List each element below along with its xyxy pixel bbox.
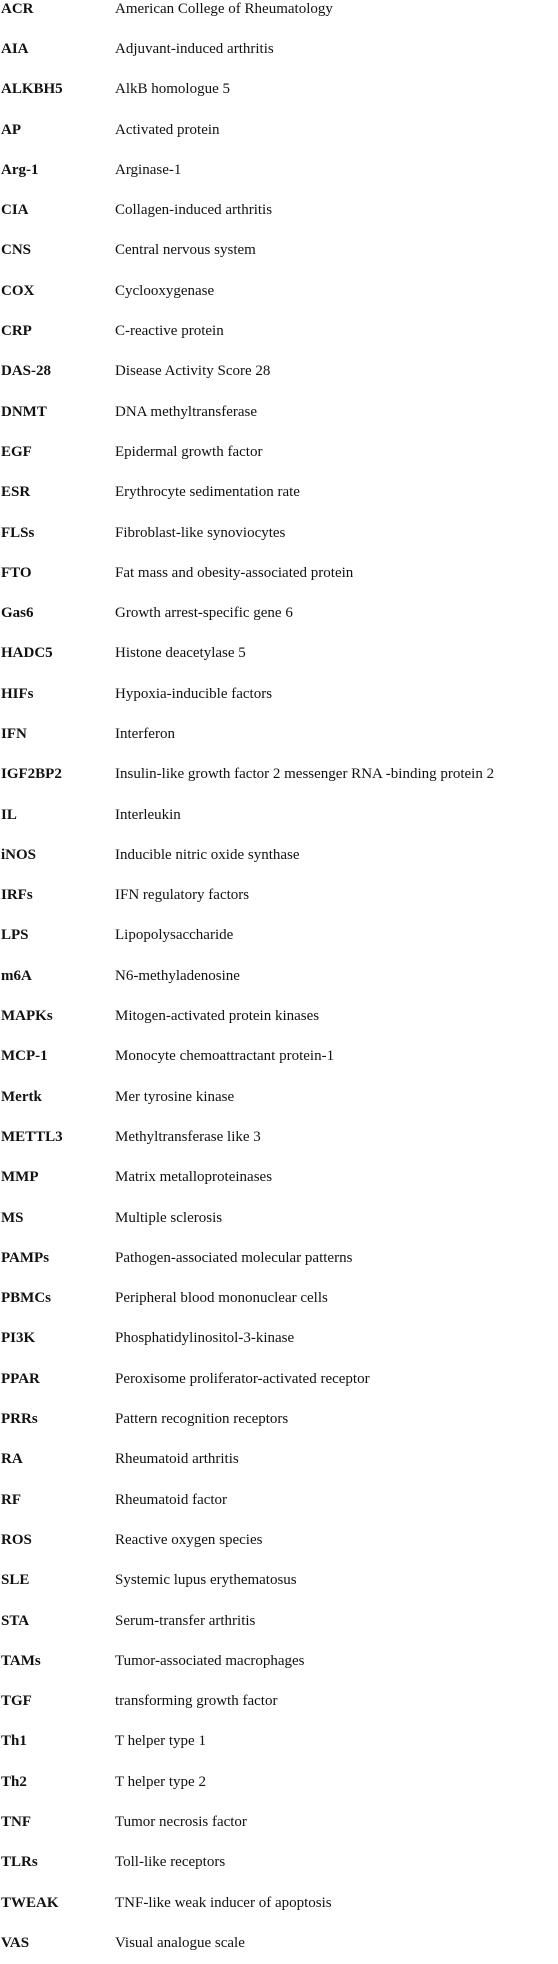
abbreviation-definition: Histone deacetylase 5	[115, 645, 246, 662]
abbreviation-row	[0, 876, 558, 916]
abbreviation-row	[0, 190, 558, 230]
abbreviation-row	[0, 1762, 558, 1802]
abbreviation-term: TNF	[1, 1814, 31, 1830]
abbreviation-definition: T helper type 1	[115, 1733, 206, 1750]
abbreviation-term: IGF2BP2	[1, 766, 62, 783]
abbreviation-term: LPS	[1, 927, 29, 944]
abbreviation-definition: Disease Activity Score 28	[115, 363, 271, 380]
abbreviation-term: RF	[1, 1491, 21, 1508]
abbreviation-definition: T helper type 2	[115, 1773, 206, 1790]
abbreviation-row	[0, 150, 558, 190]
abbreviation-definition: Hypoxia-inducible factors	[115, 685, 273, 702]
abbreviation-row	[0, 271, 558, 311]
abbreviation-row	[0, 634, 558, 674]
abbreviation-definition: Rheumatoid arthritis	[115, 1451, 239, 1468]
abbreviation-definition: Growth arrest-specific gene 6	[115, 605, 293, 622]
abbreviation-term: PRRs	[1, 1411, 38, 1428]
abbreviation-definition: Systemic lupus erythematosus	[115, 1572, 297, 1589]
abbreviation-term: Gas6	[1, 605, 34, 622]
abbreviation-definition: Phosphatidylinositol-3-kinase	[115, 1330, 295, 1347]
abbreviation-term: HADC5	[1, 645, 53, 662]
abbreviation-row	[0, 110, 558, 150]
abbreviation-term: AIA	[1, 40, 29, 57]
abbreviation-definition: TNF-like weak inducer of apoptosis	[115, 1894, 332, 1911]
abbreviation-row	[0, 1641, 558, 1681]
abbreviation-row	[0, 29, 558, 69]
abbreviation-row	[0, 1037, 558, 1077]
abbreviation-definition: Tumor necrosis factor	[115, 1814, 247, 1830]
abbreviation-row	[0, 1681, 558, 1721]
abbreviation-term: Arg-1	[1, 161, 39, 178]
abbreviation-definition: Cyclooxygenase	[115, 282, 215, 299]
abbreviation-term: TWEAK	[1, 1894, 59, 1911]
abbreviation-term: IL	[1, 806, 17, 823]
abbreviation-definition: Adjuvant-induced arthritis	[115, 40, 274, 57]
abbreviation-definition: Peripheral blood mononuclear cells	[115, 1290, 328, 1307]
abbreviation-definition: Rheumatoid factor	[115, 1491, 228, 1508]
abbreviation-definition: Mer tyrosine kinase	[115, 1088, 235, 1105]
abbreviation-term: TGF	[1, 1693, 32, 1710]
abbreviation-term: m6A	[1, 967, 32, 984]
abbreviation-definition: IFN regulatory factors	[115, 887, 250, 904]
abbreviation-definition: N6-methyladenosine	[115, 967, 240, 984]
abbreviation-term: ACR	[1, 0, 34, 17]
abbreviation-term: PPAR	[1, 1370, 40, 1387]
abbreviation-row	[0, 1319, 558, 1359]
abbreviation-row	[0, 1198, 558, 1238]
abbreviation-row	[0, 70, 558, 110]
abbreviation-row	[0, 1520, 558, 1560]
abbreviation-term: iNOS	[1, 846, 37, 863]
abbreviation-row	[0, 1883, 558, 1923]
abbreviation-definition: Methyltransferase like 3	[115, 1128, 261, 1145]
abbreviation-definition: Epidermal growth factor	[115, 443, 263, 460]
abbreviation-row	[0, 1158, 558, 1198]
abbreviation-row	[0, 311, 558, 351]
abbreviation-term: METTL3	[1, 1128, 63, 1145]
abbreviation-row	[0, 1238, 558, 1278]
abbreviation-definition: Mitogen-activated protein kinases	[115, 1008, 320, 1025]
abbreviation-row	[0, 1279, 558, 1319]
abbreviation-row	[0, 1480, 558, 1520]
abbreviation-term: STA	[1, 1612, 30, 1629]
abbreviation-definition: Lipopolysaccharide	[115, 927, 234, 944]
abbreviation-row	[0, 835, 558, 875]
abbreviation-term: PBMCs	[1, 1290, 51, 1307]
abbreviation-definition: Multiple sclerosis	[115, 1209, 223, 1226]
abbreviation-definition: Inducible nitric oxide synthase	[115, 846, 300, 863]
abbreviation-row	[0, 1399, 558, 1439]
abbreviation-term: MCP-1	[1, 1048, 48, 1065]
abbreviation-row	[0, 593, 558, 633]
abbreviation-definition: Fibroblast-like synoviocytes	[115, 524, 286, 541]
abbreviation-term: CNS	[1, 242, 32, 259]
abbreviation-definition: Erythrocyte sedimentation rate	[115, 484, 300, 501]
abbreviation-definition: transforming growth factor	[115, 1693, 278, 1710]
abbreviation-definition: Peroxisome proliferator-activated receptor	[115, 1370, 370, 1387]
abbreviation-term: EGF	[1, 443, 32, 460]
abbreviation-term: IRFs	[1, 887, 33, 904]
abbreviation-row	[0, 795, 558, 835]
abbreviation-row	[0, 0, 558, 29]
abbreviation-row	[0, 1843, 558, 1883]
abbreviation-row	[0, 996, 558, 1036]
abbreviation-definition: Matrix metalloproteinases	[115, 1169, 273, 1186]
abbreviation-term: PAMPs	[1, 1249, 50, 1266]
abbreviation-term: SLE	[1, 1572, 30, 1589]
abbreviation-definition: Reactive oxygen species	[115, 1531, 263, 1548]
abbreviation-definition: Pattern recognition receptors	[115, 1411, 289, 1428]
abbreviation-row	[0, 352, 558, 392]
abbreviation-row	[0, 674, 558, 714]
abbreviation-term: MAPKs	[1, 1008, 53, 1025]
abbreviation-definition: C-reactive protein	[115, 323, 224, 340]
abbreviation-term: Th1	[1, 1733, 27, 1750]
abbreviation-definition: Fat mass and obesity-associated protein	[115, 564, 354, 581]
abbreviation-term: HIFs	[1, 685, 34, 702]
abbreviation-row	[0, 1601, 558, 1641]
abbreviation-term: DNMT	[1, 403, 47, 420]
abbreviation-term: CIA	[1, 202, 29, 219]
abbreviation-term: ROS	[1, 1531, 32, 1548]
abbreviation-row	[0, 473, 558, 513]
abbreviation-term: AP	[1, 121, 21, 138]
abbreviation-row	[0, 956, 558, 996]
abbreviation-term: ESR	[1, 484, 31, 501]
abbreviation-term: Mertk	[1, 1088, 42, 1105]
abbreviation-term: COX	[1, 282, 35, 299]
abbreviation-row	[0, 392, 558, 432]
abbreviation-definition: Interleukin	[115, 806, 181, 823]
abbreviation-definition: Central nervous system	[115, 242, 256, 259]
abbreviation-row	[0, 513, 558, 553]
abbreviation-row	[0, 1440, 558, 1480]
abbreviation-definition: Monocyte chemoattractant protein-1	[115, 1048, 335, 1065]
abbreviation-term: TLRs	[1, 1854, 38, 1871]
abbreviation-definition: Tumor-associated macrophages	[115, 1652, 305, 1669]
abbreviation-definition: AlkB homologue 5	[115, 81, 230, 98]
abbreviation-row	[0, 553, 558, 593]
abbreviation-row	[0, 755, 558, 795]
abbreviation-term: MMP	[1, 1169, 39, 1186]
abbreviation-term: PI3K	[1, 1330, 36, 1347]
abbreviation-term: TAMs	[1, 1652, 41, 1669]
abbreviation-row	[0, 1077, 558, 1117]
abbreviation-row	[0, 1722, 558, 1762]
abbreviation-row	[0, 231, 558, 271]
abbreviation-term: IFN	[1, 725, 27, 742]
abbreviation-term: FLSs	[1, 524, 35, 541]
abbreviation-row	[0, 714, 558, 754]
abbreviation-term: Th2	[1, 1773, 27, 1790]
abbreviation-definition: Arginase-1	[115, 161, 182, 178]
abbreviation-term: VAS	[1, 1934, 30, 1951]
abbreviation-definition: Collagen-induced arthritis	[115, 202, 273, 219]
abbreviation-term: MS	[1, 1209, 24, 1226]
abbreviation-row	[0, 1561, 558, 1601]
abbreviation-term: RA	[1, 1451, 23, 1468]
abbreviation-term: ALKBH5	[1, 81, 63, 98]
abbreviation-definition: Pathogen-associated molecular patterns	[115, 1249, 353, 1266]
abbreviation-definition: Activated protein	[115, 121, 220, 138]
abbreviation-row	[0, 916, 558, 956]
abbreviation-definition: Serum-transfer arthritis	[115, 1612, 256, 1629]
abbreviation-definition: Interferon	[115, 725, 175, 742]
abbreviation-row	[0, 432, 558, 472]
abbreviation-row	[0, 1359, 558, 1399]
abbreviation-definition: Toll-like receptors	[115, 1854, 226, 1871]
abbreviation-term: CRP	[1, 323, 32, 340]
abbreviation-row	[0, 1117, 558, 1157]
abbreviation-row	[0, 1923, 558, 1963]
abbreviation-definition: American College of Rheumatology	[115, 0, 333, 17]
abbreviation-term: DAS-28	[1, 363, 52, 380]
abbreviation-row	[0, 1802, 558, 1842]
abbreviation-definition: Insulin-like growth factor 2 messenger RNA -binding protein 2	[115, 766, 495, 783]
abbreviation-definition: DNA methyltransferase	[115, 403, 258, 420]
abbreviation-term: FTO	[1, 564, 32, 581]
abbreviation-definition: Visual analogue scale	[115, 1934, 245, 1951]
